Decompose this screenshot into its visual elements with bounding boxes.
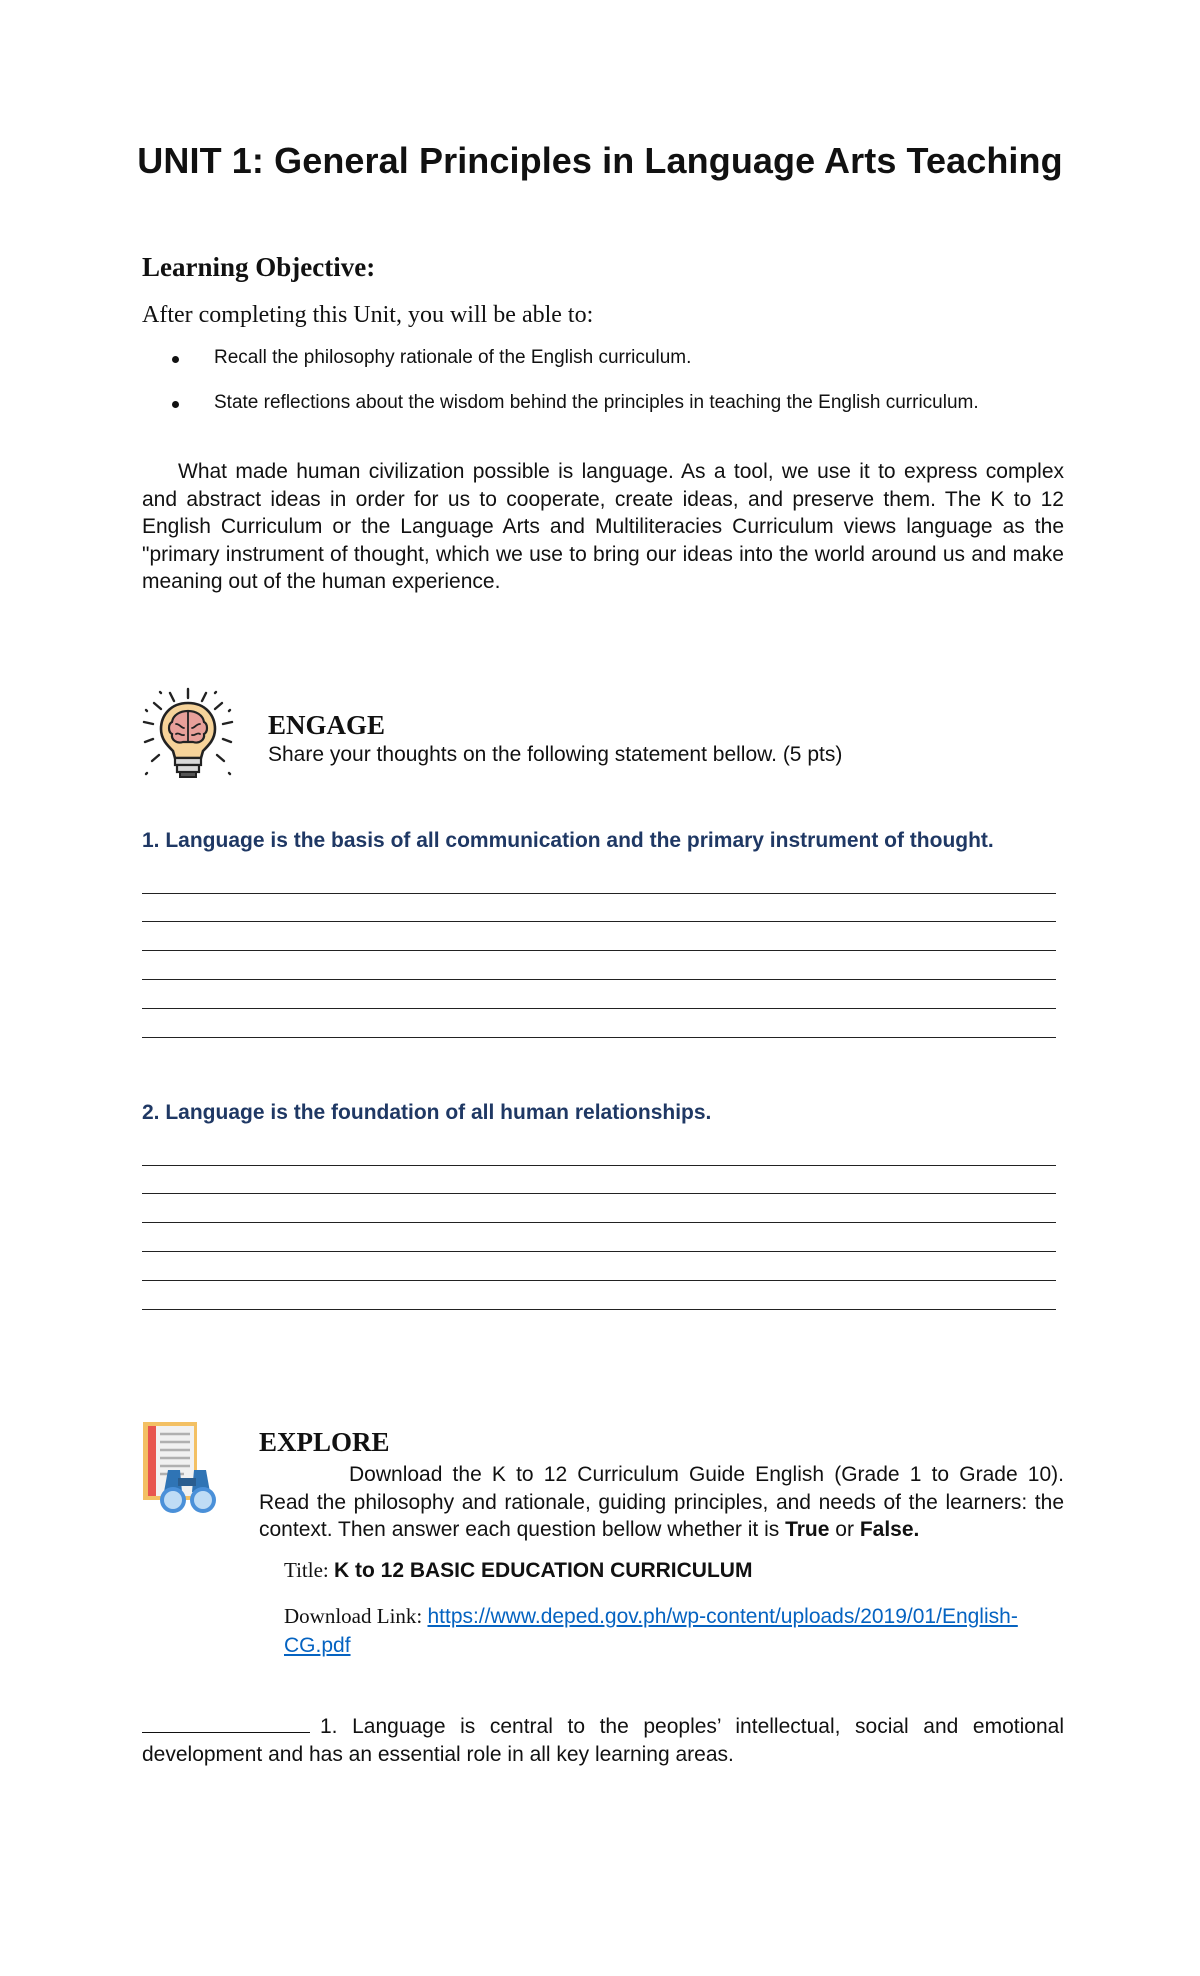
false-word: False.: [859, 1518, 920, 1541]
resource-title-value: K to 12 BASIC EDUCATION CURRICULUM: [334, 1559, 753, 1582]
answer-line[interactable]: [142, 921, 1056, 922]
book-binoculars-icon: [140, 1420, 234, 1516]
engage-question-1: 1. Language is the basis of all communication and the primary instrument of thought.: [142, 829, 994, 852]
download-link[interactable]: https://www.deped.gov.ph/wp-content/uploads/2019/01/English-CG.pdf: [284, 1605, 1018, 1657]
answer-line[interactable]: [142, 1008, 1056, 1009]
answer-line[interactable]: [142, 1280, 1056, 1281]
answer-line[interactable]: [142, 1037, 1056, 1038]
page-title: UNIT 1: General Principles in Language Arts Teaching: [137, 140, 1063, 181]
true-false-item-text: 1. Language is central to the peoples’ intellectual, social and emotional development and has an essential role in all key learning areas.: [142, 1715, 1064, 1766]
intro-paragraph-text: What made human civilization possible is language. As a tool, we use it to express complex and abstract ideas in order for us to cooperate, create ideas, and preserve them. The K to 12 English Curriculum or the Language Arts and Multiliteracies Curriculum views language as the "primary instrument of thought, which we use to bring our ideas into the world around us and make meaning out of the human experience.: [142, 460, 1064, 593]
lightbulb-brain-icon: [140, 686, 236, 782]
answer-line[interactable]: [142, 1309, 1056, 1310]
answer-line[interactable]: [142, 979, 1056, 980]
true-false-item: [142, 1713, 1064, 1768]
intro-paragraph: [142, 458, 1064, 596]
learning-objective-intro: After completing this Unit, you will be able to:: [142, 302, 594, 328]
resource-title: [284, 1558, 752, 1583]
answer-line[interactable]: [142, 1193, 1056, 1194]
bullet-dot-icon: [172, 356, 179, 363]
answer-line[interactable]: [142, 1251, 1056, 1252]
download-link-line: [284, 1602, 1044, 1660]
explore-heading: EXPLORE: [259, 1427, 390, 1457]
objective-text: Recall the philosophy rationale of the English curriculum.: [214, 347, 692, 368]
learning-objective-heading: Learning Objective:: [142, 252, 376, 282]
answer-blank[interactable]: [142, 1714, 310, 1733]
engage-heading: ENGAGE: [268, 710, 386, 740]
engage-instruction: Share your thoughts on the following statement bellow. (5 pts): [268, 743, 843, 766]
engage-question-2: 2. Language is the foundation of all human relationships.: [142, 1101, 712, 1124]
answer-line[interactable]: [142, 1165, 1056, 1166]
or-word: or: [835, 1518, 854, 1541]
answer-line[interactable]: [142, 893, 1056, 894]
explore-paragraph-text: Download the K to 12 Curriculum Guide English (Grade 1 to Grade 10). Read the philosophy and rationale, guiding principles, and needs of the learners: the context. Then answer each question bellow whether it is: [259, 1463, 1064, 1541]
bullet-dot-icon: [172, 401, 179, 408]
objective-text: State reflections about the wisdom behind the principles in teaching the English curriculum.: [214, 392, 979, 413]
download-link-label: Download Link:: [284, 1604, 423, 1628]
answer-line[interactable]: [142, 1222, 1056, 1223]
true-word: True: [785, 1518, 830, 1541]
resource-title-label: Title:: [284, 1558, 329, 1582]
explore-paragraph: [259, 1461, 1064, 1544]
answer-line[interactable]: [142, 950, 1056, 951]
